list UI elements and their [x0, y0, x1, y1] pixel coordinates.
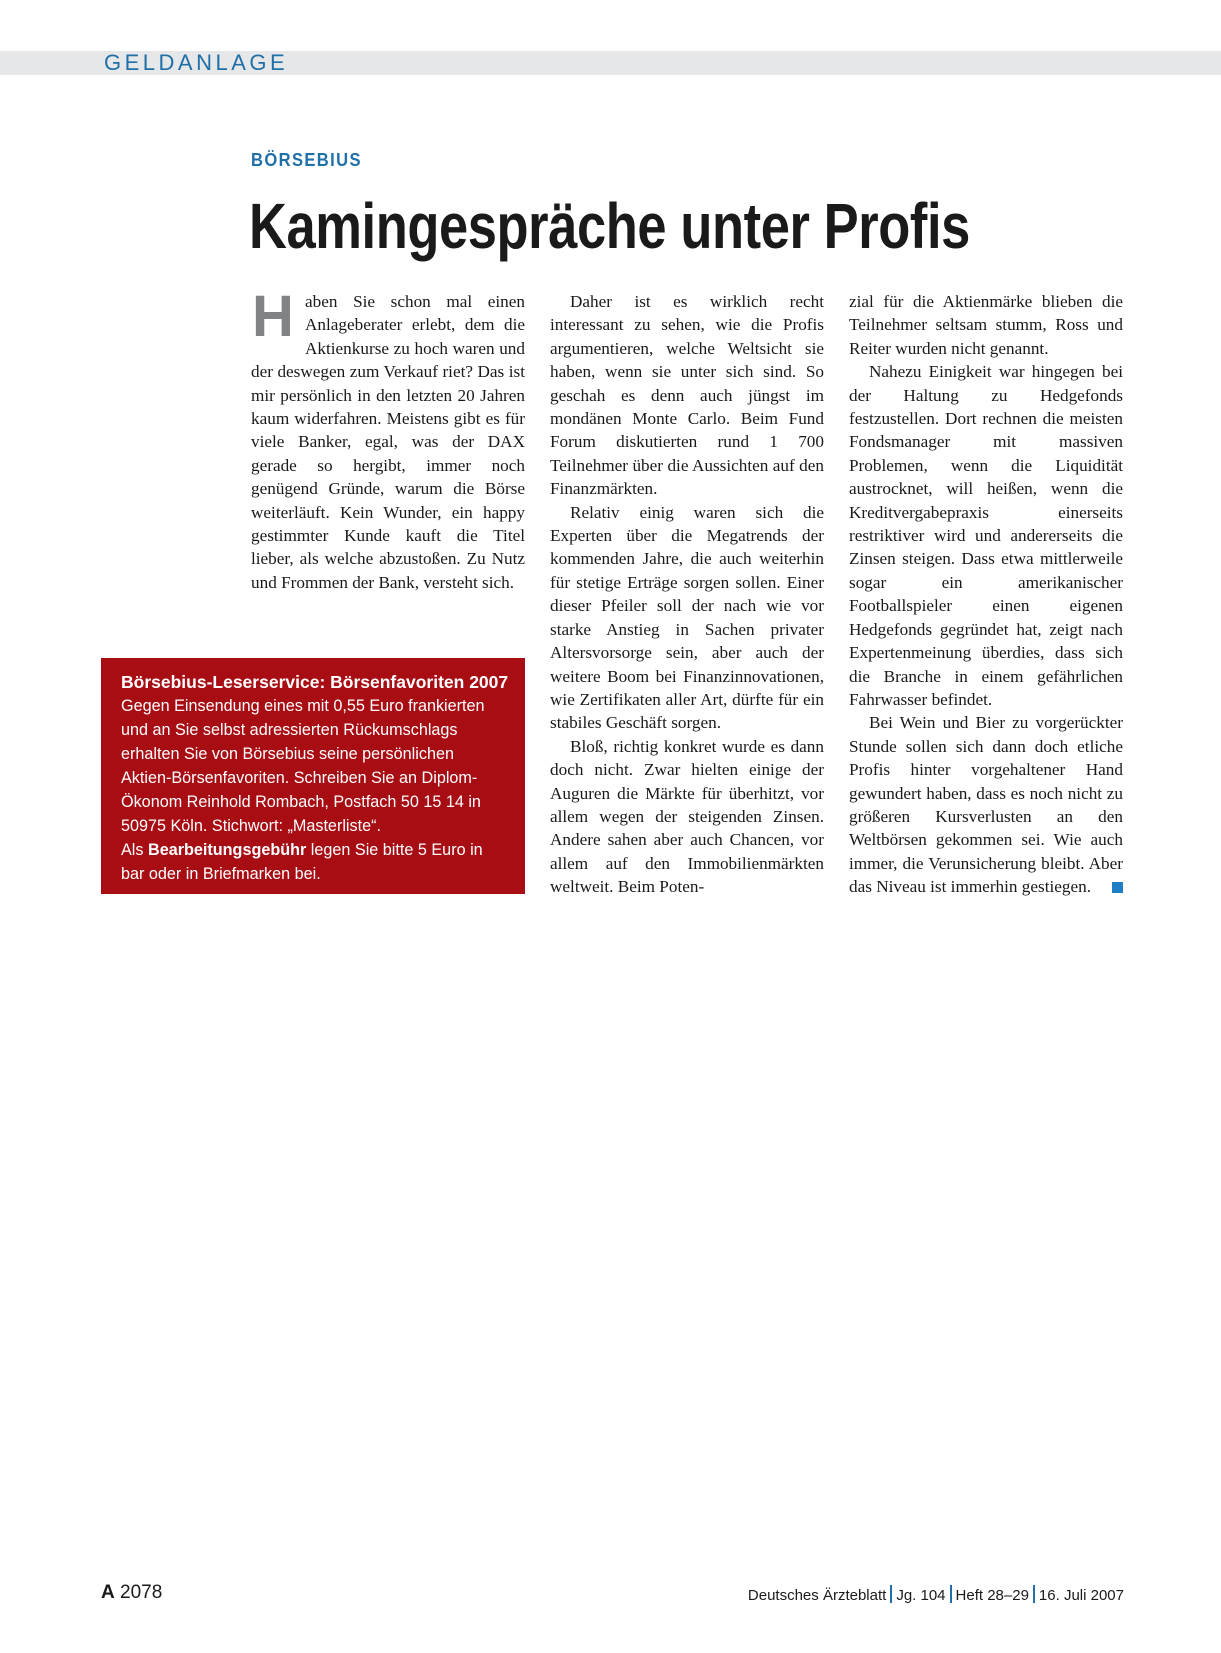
- paragraph: Daher ist es wirklich recht interessant zu sehen, wie die Profis argumentieren, welche Weltsicht sie haben, wenn sie unter sich sind. So geschah es denn auch jüngst im mondänen Monte Carlo. Beim Fund Forum diskutierten rund 1 700 Teilnehmer über die Aussichten auf den Finanzmärkten.: [550, 292, 824, 499]
- volume: Jg. 104: [896, 1587, 946, 1604]
- article-column-2: [550, 290, 824, 899]
- paragraph: Bloß, richtig konkret wurde es dann doch nicht. Zwar hielten einige der Auguren die Märkte für überhitzt, vor allem wegen der steigenden Zinsen. Andere sahen aber auch Chancen, vor allem auf den Immobilienmärkten weltweit. Beim Poten-: [550, 736, 824, 897]
- issue-date: 16. Juli 2007: [1038, 1587, 1124, 1604]
- publication-info: [748, 1585, 1124, 1604]
- paragraph-text: aben Sie schon mal einen Anlageberater erlebt, dem die Aktienkurse zu hoch waren und der deswegen zum Verkauf riet? Das ist mir persönlich in den letzten 20 Jahren kaum widerfahren. Meistens gibt es für viele Banker, egal, was der DAX gerade so hergibt, immer noch genügend Gründe, warum die Börse weiterläuft. Kein Wunder, ein happy gestimmter Kunde kauft die Titel lieber, als welche abzustoßen. Zu Nutz und Frommen der Bank, versteht sich.: [251, 292, 525, 592]
- article-headline: Kamingespräche unter Profis: [249, 190, 970, 262]
- reader-service-title: Börsebius-Leserservice: Börsenfavoriten 2007: [121, 672, 509, 692]
- paragraph: Relativ einig waren sich die Experten über die Megatrends der kommenden Jahre, die auch weiterhin für stetige Erträge sorgen sollen. Einer dieser Pfeiler soll der nach wie vor starke Anstieg in Sachen privater Altersvorsorge sein, aber auch der weitere Boom bei Finanzinnovationen, wie Zertifikaten aller Art, dürfte für ein stabiles Geschäft sorgen.: [550, 502, 824, 733]
- paragraph: [251, 284, 525, 594]
- article-column-3: [849, 290, 1123, 899]
- article-kicker: BÖRSEBIUS: [251, 150, 362, 170]
- paragraph-text: Bei Wein und Bier zu vorgerückter Stunde sollen sich dann doch etliche Profis hinter vorgehaltener Hand gewundert haben, dass es noch nicht zu größeren Kursverlusten an den Weltbörsen gekommen sei. Wie auch immer, die Verunsicherung bleibt. Aber das Niveau ist immerhin gestiegen.: [849, 713, 1123, 897]
- divider: [950, 1585, 952, 1603]
- divider: [1033, 1585, 1035, 1603]
- end-of-article-square-icon: [1112, 882, 1123, 893]
- divider: [890, 1585, 892, 1603]
- fee-prefix: Als: [121, 841, 144, 859]
- article-column-1: [251, 284, 525, 594]
- paragraph: zial für die Aktienmärke blieben die Teilnehmer seltsam stumm, Ross und Reiter wurden nicht genannt.: [849, 292, 1123, 358]
- reader-service-box: [101, 658, 525, 894]
- reader-service-body: [121, 694, 507, 886]
- page-number-value: 2078: [120, 1582, 163, 1603]
- section-label: GELDANLAGE: [104, 50, 289, 75]
- paragraph: [849, 711, 1123, 898]
- drop-cap: H: [252, 284, 294, 349]
- paragraph: Nahezu Einigkeit war hingegen bei der Haltung zu Hedgefonds festzustellen. Dort rechnen die meisten Fondsmanager mit massiven Problemen, wenn die Liquidität austrocknet, will heißen, wenn die Kreditvergabepraxis einerseits restriktiver wird und andererseits die Zinsen steigen. Dass etwa mittlerweile sogar ein amerikanischer Footballspieler einen eigenen Hedgefonds gegründet hat, zeigt nach Expertenmeinung überdies, dass sich die Branche in einem gefährlichen Fahrwasser befindet.: [849, 362, 1123, 709]
- fee-text: legen Sie bitte 5 Euro in bar oder in Briefmarken bei.: [121, 841, 483, 883]
- fee-label: Bearbeitungsgebühr: [148, 841, 307, 859]
- page-prefix: A: [101, 1582, 115, 1603]
- reader-service-text: Gegen Einsendung eines mit 0,55 Euro frankierten und an Sie selbst adressierten Rückumschlags erhalten Sie von Börsebius seine persönlichen Aktien-Börsenfavoriten. Schreiben Sie an Diplom-Ökonom Reinhold Rombach, Postfach 50 15 14 in 50975 Köln. Stichwort: „Masterliste“.: [121, 697, 485, 835]
- journal-name: Deutsches Ärzteblatt: [747, 1587, 887, 1604]
- page-number: [101, 1582, 162, 1604]
- issue: Heft 28–29: [955, 1587, 1029, 1604]
